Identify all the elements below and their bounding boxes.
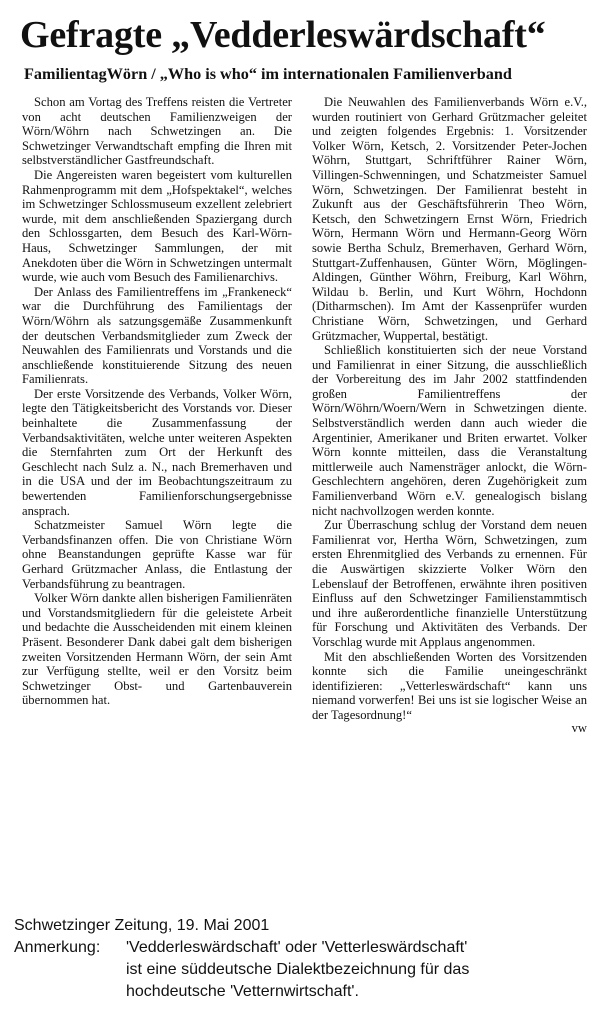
subheadline: FamilientagWörn / „Who is who“ im internationalen Familienverband <box>24 65 512 83</box>
article-paragraph: Der Anlass des Familientreffens im „Frankeneck“ war die Durchführung des Familientags der Wörn/Wöhrn als satzungsgemäße Zusammenkunft der deutschen Verbandsmitglieder zum Zweck der Neuwahlen des Familienrats und Vorstands und die anschließende konstituierende Sitzung des neuen Familienrats. <box>22 284 292 387</box>
author-signature: vw <box>571 720 587 735</box>
article-paragraph: Mit den abschließenden Worten des Vorsitzenden konnte sich die Familie uneingeschränkt identifizieren: „Vetterleswärdschaft“ kann uns niemand vorwerfen! Bei uns ist sie logischer Weise an der Tagesordnung!“ <box>312 649 587 722</box>
article-paragraph: Der erste Vorsitzende des Verbands, Volker Wörn, legte den Tätigkeitsbericht des Vorstands vor. Dieser beinhaltete die Zusammenfassung der Verbandsaktivitäten, welche unter weiteren Aspekten die Sternfahrten zum Ort der Herkunft des Geschlecht nach Sulz a. N., nach Bremerhaven und in die USA und der im Beobachtungszeitraum zu bewertenden Familienforschungsergebnisse ansprach. <box>22 386 292 518</box>
source-line: Schwetzinger Zeitung, 19. Mai 2001 <box>14 917 270 934</box>
article-paragraph: Schließlich konstituierten sich der neue Vorstand und Familienrat in einer Sitzung, die ausschließlich der Vorbereitung des im Jahr 2002 stattfindenden großen Familientreffens der Wörn/Wöhrn/Woern/Wern in Schwetzingen diente. Selbstverständlich werden dann auch wieder die Argentinier, Amerikaner und Briten erwartet. Volker Wörn konnte mitteilen, dass die Veranstaltung mittlerweile auch Namensträger anlockt, die Wörn-Geschlechtern angehören, deren Zugehörigkeit zum Familienverband Wörn e.V. genealogisch bislang nicht nachvollzogen werden konnte. <box>312 343 587 518</box>
article-column-right <box>312 95 587 735</box>
article-paragraph: Die Neuwahlen des Familienverbands Wörn e.V., wurden routiniert von Gerhard Grützmacher geleitet und zeigten folgendes Ergebnis: 1. Vorsitzender Volker Wörn, Ketsch, 2. Vorsitzender Peter-Jochen Wöhrn, Stuttgart, Schriftführer Rainer Wörn, Villingen-Schwenningen, und Schatzmeister Samuel Wörn, Schwetzingen. Der Familienrat besteht in Zukunft aus der Geschäftsführerin Theo Wörn, Ketsch, den Schwetzingern Ernst Wörn, Friedrich Wörn, Hermann Wörn und Hermann-Georg Wörn sowie Bertha Schulz, Bremerhaven, Gerhard Wörn, Stuttgart-Zuffenhausen, Günter Wörn, Möglingen-Aldingen, Günther Wöhrn, Freiburg, Karl Wöhrn, Wildau b. Berlin, und Kurt Wöhrn, Hochdonn (Ditharmschen). Im Amt der Kassenprüfer wurden Christiane Wörn, Schwetzingen, und Gerhard Grützmacher, Wuppertal, bestätigt. <box>312 95 587 343</box>
article-paragraph: Zur Überraschung schlug der Vorstand dem neuen Familienrat vor, Hertha Wörn, Schwetzingen, zum ersten Ehrenmitglied des Verbands zu ernennen. Für die Auswärtigen skizzierte Volker Wörn den Lebenslauf der Betroffenen, erwähnte ihren positiven Einfluss auf den Schwetzinger Familienstammtisch und ihre außerordentliche finanzielle Unterstützung für Forschung und Aktivitäten des Verbands. Der Vorschlag wurde mit Applaus angenommen. <box>312 518 587 649</box>
note-text-line: hochdeutsche 'Vetternwirtschaft'. <box>126 983 359 1000</box>
article-paragraph: Schon am Vortag des Treffens reisten die Vertreter von acht deutschen Familienzweigen der Wörn/Wöhrn nach Schwetzingen an. Die Schwetzinger Verwandtschaft empfing die Ihren mit selbstverständlicher Gastfreundschaft. <box>22 95 292 168</box>
note-text-line: ist eine süddeutsche Dialektbezeichnung für das <box>126 961 470 978</box>
headline: Gefragte „Vedderleswärdschaft“ <box>20 14 546 56</box>
note-row <box>14 937 594 959</box>
note-text-line: 'Vedderleswärdschaft' oder 'Vetterleswärdschaft' <box>126 939 468 956</box>
article-paragraph: Schatzmeister Samuel Wörn legte die Verbandsfinanzen offen. Die von Christiane Wörn ohne Beanstandungen geprüfte Kasse war für Gerhard Grützmacher Anlass, die Entlastung der Verbandsführung zu beantragen. <box>22 518 292 591</box>
article-column-left <box>22 95 292 708</box>
article-paragraph: Volker Wörn dankte allen bisherigen Familienräten und Vorstandsmitgliedern für die geleistete Arbeit und bedachte die Ausscheidenden mit einem kleinen Präsent. Besonderer Dank dabei galt dem bisherigen zweiten Vorsitzenden Hermann Wörn, der sein Amt zur Verfügung stellte, weil er den Vorsitz beim Schwetzinger Obst- und Gartenbauverein übernommen hat. <box>22 591 292 708</box>
footer-note <box>14 915 594 1003</box>
note-label: Anmerkung: <box>14 939 101 956</box>
article-paragraph: Die Angereisten waren begeistert vom kulturellen Rahmenprogramm mit dem „Hofspektakel“, welches im Schwetzinger Schlossmuseum exzellent zelebriert wurde, mit dem anschließenden Spaziergang durch den Schlossgarten, dem Besuch des Karl-Wörn-Haus, Schwetzinger Sammlungen, der mit Anekdoten über die Wörn in Schwetzingen untermalt wurde, wie auch vom Besuch des Familienarchivs. <box>22 167 292 285</box>
